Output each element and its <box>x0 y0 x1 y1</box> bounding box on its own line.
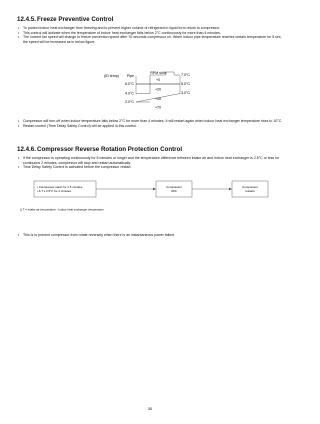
figure-pipe-label: Pipe <box>126 74 134 78</box>
box-label: Compressor <box>242 185 258 189</box>
temp-label-right: 7.0°C <box>181 73 191 77</box>
condition-line: • Compressor starts for ≥ 5 minutes <box>37 185 83 189</box>
arrow-head-icon <box>153 188 156 190</box>
rpm-shift-value: +40 <box>154 97 162 101</box>
list-item: • This is to prevent compressor from rotate reversely when there is an instantaneous power failure. <box>18 233 176 237</box>
list-item: • If the compressor is operating continuously for 5 minutes or longer and the temperature difference between intake air and indoor heat exchanger is 2.5°C or less for continuous 2 minutes, compressor will stop and restart automatically. <box>18 156 280 165</box>
list-item: • Compressor will turn off when indoor temperature falls below 2°C for more than 4 minutes. It will restart again when indoor heat exchanger temperature rises to 10°C. <box>18 119 283 123</box>
list-item: • This control will activate when the temperature of indoor heat exchanger falls below 2°C continuously for more than 4 minutes. <box>18 30 221 35</box>
section-heading-freeze: 12.4.5.Freeze Preventive Control <box>17 16 114 23</box>
list-item: • The current fan speed will change to freeze prevention speed after 70 seconds compressor on. When indoor pipe temperature reaches certain temperature for 5 sec, the speed will be increased as in below figure. <box>18 35 282 45</box>
temp-label-left: 6.0°C <box>124 82 134 86</box>
list-item: • To protect indoor heat exchanger from freezing and to prevent higher volume of refrigerant in liquid form return to compressor. <box>18 26 221 30</box>
figure-id-temp-label: (ID temp) <box>104 74 119 78</box>
condition-line: • Δ T ≤ 2.5°C for 2 minutes <box>37 189 71 193</box>
rpm-shift-value: +0 <box>155 78 161 82</box>
rpm-shift-value: +70 <box>154 105 162 110</box>
section-heading-reverse-rotation: 12.4.6.Compressor Reverse Rotation Protection Control <box>17 146 183 153</box>
box-label: Compressor <box>166 185 182 189</box>
list-item: • Time Delay Safety Control is activated before the compressor restart. <box>18 165 132 170</box>
arrow-head-icon <box>229 188 232 190</box>
delta-t-note: Δ T = Intake air temperature - Indoor heat exchanger temperature <box>20 207 104 212</box>
reverse-rotation-bullets-after <box>18 233 284 238</box>
temp-label-right: 3.0°C <box>181 91 191 95</box>
temp-label-left: 4.0°C <box>124 91 134 96</box>
temp-label-right: 5.0°C <box>181 82 191 86</box>
rpm-shift-value: +20 <box>154 87 162 92</box>
page-number: 30 <box>147 406 153 411</box>
box-label: restarts <box>245 189 255 193</box>
box-label: OFF <box>171 189 177 193</box>
figure-rpm-shift-label: RPM shift <box>150 71 166 75</box>
list-item: • Restart control (Time Delay Safety Control) will be applied in this control. <box>18 123 137 128</box>
temp-label-left: 2.0°C <box>124 100 134 104</box>
